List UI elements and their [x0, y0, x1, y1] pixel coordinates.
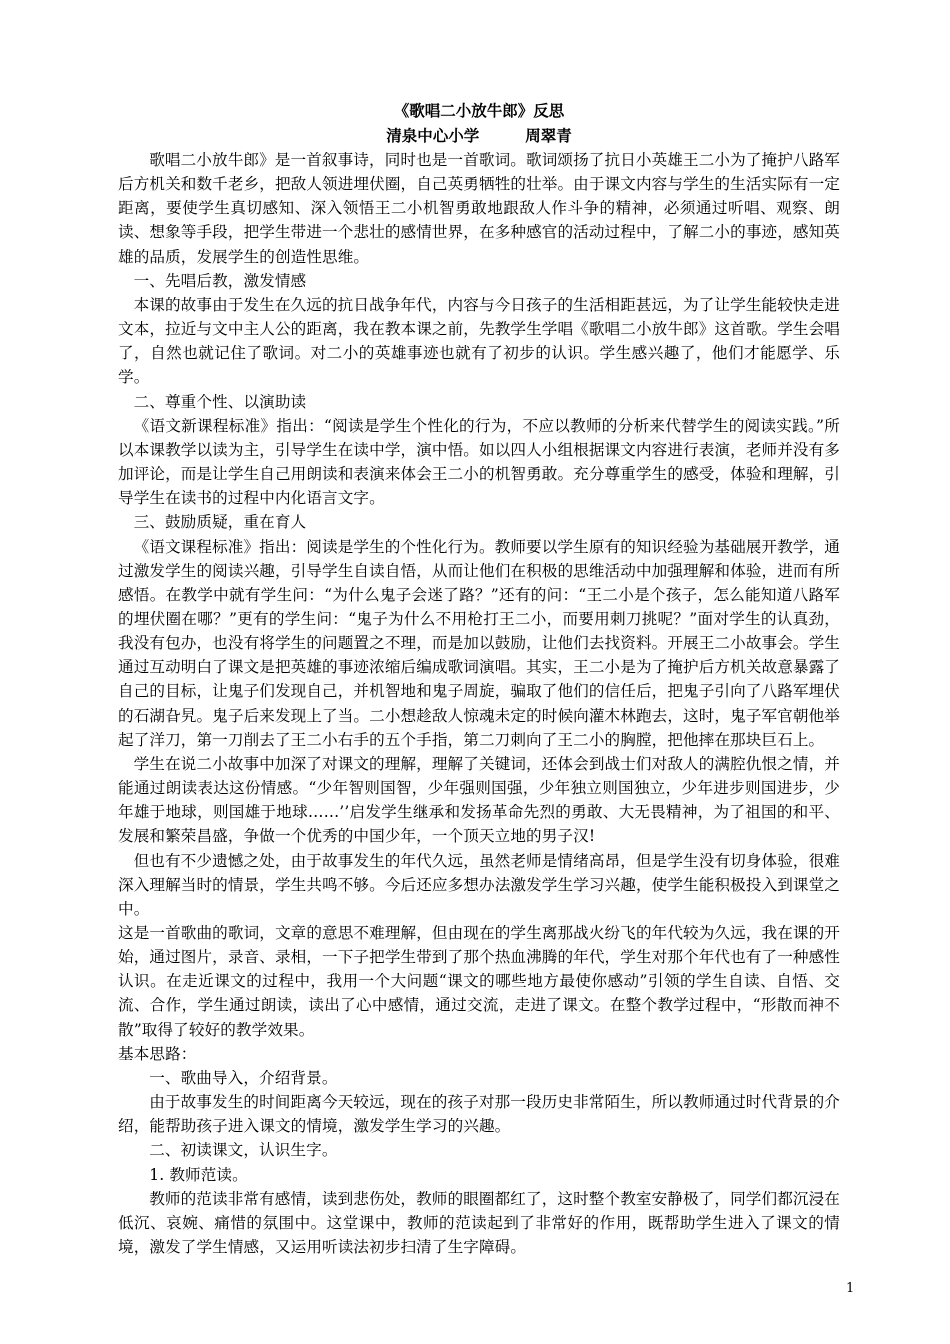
document-page	[118, 98, 840, 1259]
paragraph: 二、尊重个性、以演助读	[133, 392, 307, 411]
document-body	[118, 148, 840, 1259]
page-number: 1	[846, 1281, 855, 1296]
paragraph: 《语文新课程标准》指出：“阅读是学生个性化的行为，不应以教师的分析来代替学生的阅读实践。”所以本课教学以读为主，引导学生在读中学，演中悟。如以四人小组根据课文内容进行表演，老师并没有多加评论，而是让学生自己用朗读和表演来体会王二小的机智勇敢。充分尊重学生的感受，体验和理解，引导学生在读书的过程中内化语言文字。	[118, 416, 840, 508]
paragraph: 基本思路：	[118, 1044, 197, 1063]
paragraph: 本课的故事由于发生在久远的抗日战争年代，内容与今日孩子的生活相距甚远，为了让学生能较快走进文本，拉近与文中主人公的距离，我在教本课之前，先教学生学唱《歌唱二小放牛郎》这首歌。学生会唱了，自然也就记住了歌词。对二小的英雄事迹也就有了初步的认识。学生感兴趣了，他们才能愿学、乐学。	[118, 295, 840, 387]
paragraph: 《语文课程标准》指出：阅读是学生的个性化行为。教师要以学生原有的知识经验为基础展开教学，通过激发学生的阅读兴趣，引导学生自读自悟，从而让他们在积极的思维活动中加强理解和体验，进而有所感悟。在教学中就有学生问：“为什么鬼子会迷了路？”还有的问：“王二小是个孩子，怎么能知道八路军的埋伏圈在哪？”更有的学生问：“鬼子为什么不用枪打王二小，而要用刺刀挑呢？”面对学生的认真劲，我没有包办，也没有将学生的问题置之不理，而是加以鼓励，让他们去找资料。开展王二小故事会。学生通过互动明白了课文是把英雄的事迹浓缩后编成歌词演唱。其实，王二小是为了掩护后方机关故意暴露了自己的目标，让鬼子们发现自己，并机智地和鬼子周旋，骗取了他们的信任后，把鬼子引向了八路军埋伏的石湖旮旯。鬼子后来发现上了当。二小想趁敌人惊魂未定的时候向灌木林跑去，这时，鬼子军官朝他举起了洋刀，第一刀削去了王二小右手的五个手指，第二刀刺向了王二小的胸膛，把他摔在那块巨石上。	[118, 537, 840, 749]
paragraph: 学生在说二小故事中加深了对课文的理解，理解了关键词，还体会到战士们对敌人的满腔仇恨之情，并能通过朗读表达这份情感。“少年智则国智，少年强则国强，少年独立则国独立，少年进步则国进步，少年雄于地球，则国雄于地球……’’启发学生继承和发扬革命先烈的勇敢、大无畏精神，为了祖国的和平、发展和繁荣昌盛，争做一个优秀的中国少年，一个顶天立地的男子汉!	[118, 754, 840, 846]
paragraph: 一、歌曲导入，介绍背景。	[149, 1068, 338, 1087]
school-name: 清泉中心小学	[386, 126, 480, 145]
paragraph: 但也有不少遗憾之处，由于故事发生的年代久远，虽然老师是情绪高昂，但是学生没有切身体验，很难深入理解当时的情景，学生共鸣不够。今后还应多想办法激发学生学习兴趣，使学生能积极投入到课堂之中。	[118, 851, 840, 918]
document-byline	[118, 124, 840, 148]
paragraph: 一、先唱后教，激发情感	[133, 271, 307, 290]
paragraph: 三、鼓励质疑，重在育人	[133, 513, 307, 532]
paragraph: 歌唱二小放牛郎》是一首叙事诗，同时也是一首歌词。歌词颂扬了抗日小英雄王二小为了掩护八路军后方机关和数千老乡，把敌人领进埋伏圈，自己英勇牺牲的壮举。由于课文内容与学生的生活实际有一定距离，要使学生真切感知、深入领悟王二小机智勇敢地跟敌人作斗争的精神，必须通过听唱、观察、朗读、想象等手段，把学生带进一个悲壮的感情世界，在多种感官的活动过程中，了解二小的事迹，感知英雄的品质，发展学生的创造性思维。	[118, 151, 840, 266]
paragraph: 由于故事发生的时间距离今天较远，现在的孩子对那一段历史非常陌生，所以教师通过时代背景的介绍，能帮助孩子进入课文的情境，激发学生学习的兴趣。	[118, 1093, 840, 1136]
author-name: 周翠青	[525, 126, 572, 145]
paragraph: 这是一首歌曲的歌词，文章的意思不难理解，但由现在的学生离那战火纷飞的年代较为久远，我在课的开始，通过图片，录音、录相，一下子把学生带到了那个热血沸腾的年代，学生对那个年代也有了一种感性认识。在走近课文的过程中，我用一个大问题“课文的哪些地方最使你感动”引领的学生自读、自悟、交流、合作，学生通过朗读，读出了心中感情，通过交流，走进了课文。在整个教学过程中，“形散而神不散”取得了较好的教学效果。	[118, 924, 840, 1039]
paragraph: 二、初读课文，认识生字。	[149, 1141, 338, 1160]
paragraph: 教师的范读非常有感情，读到悲伤处，教师的眼圈都红了，这时整个教室安静极了，同学们都沉浸在低沉、哀婉、痛惜的氛围中。这堂课中，教师的范读起到了非常好的作用，既帮助学生进入了课文的情境，激发了学生情感，又运用听读法初步扫清了生字障碍。	[118, 1189, 840, 1257]
paragraph: 1. 教师范读。	[149, 1165, 248, 1184]
document-title: 《歌唱二小放牛郎》反思	[393, 101, 565, 120]
